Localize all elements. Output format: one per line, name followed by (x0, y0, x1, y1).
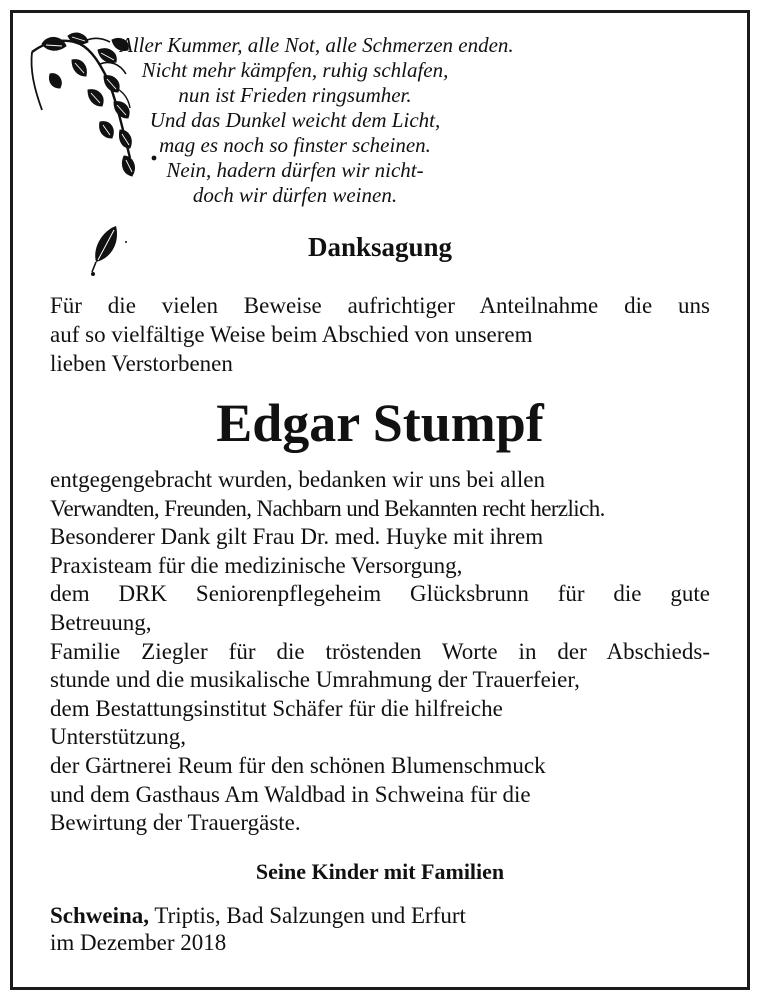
intro-line: lieben Verstorbenen (50, 351, 233, 376)
poem-block (120, 33, 514, 208)
signature: Seine Kinder mit Familien (255, 859, 505, 884)
body-line: Unterstützung, (50, 724, 187, 750)
town-bold: Schweina, (50, 903, 150, 928)
poem-line: Nicht mehr kämpfen, ruhig schlafen, (141, 58, 449, 82)
poem-line: Und das Dunkel weicht dem Licht, (149, 108, 441, 132)
thanks-paragraph (50, 466, 710, 838)
poem-line: mag es noch so finster scheinen. (159, 133, 431, 157)
intro-line: auf so vielfältige Weise beim Abschied von unserem (50, 322, 533, 347)
body-line: Besonderer Dank gilt Frau Dr. med. Huyke mit ihrem (50, 524, 544, 550)
towns-rest: Triptis, Bad Salzungen und Erfurt (149, 903, 466, 928)
deceased-name: Edgar Stumpf (216, 393, 544, 453)
notice-heading: Danksagung (307, 232, 453, 262)
poem-line: Aller Kummer, alle Not, alle Schmerzen enden. (120, 33, 514, 57)
body-line: Familie Ziegler für die tröstenden Worte in der Abschieds- (50, 638, 710, 664)
body-line: und dem Gasthaus Am Waldbad in Schweina für die (50, 781, 531, 807)
intro-paragraph (50, 291, 710, 378)
body-line: Betreuung, (50, 609, 152, 635)
body-line: dem DRK Seniorenpflegeheim Glücksbrunn für die gute (50, 581, 710, 607)
poem-line: doch wir dürfen weinen. (192, 183, 398, 207)
intro-line: Für die vielen Beweise aufrichtiger Anteilnahme die uns (50, 293, 710, 318)
body-line: der Gärtnerei Reum für den schönen Blumenschmuck (50, 752, 546, 778)
place-and-date (50, 902, 710, 956)
body-line: Bewirtung der Trauergäste. (50, 810, 301, 836)
poem-line: nun ist Frieden ringsumher. (178, 83, 412, 107)
place-line (50, 902, 710, 929)
body-line: dem Bestattungsinstitut Schäfer für die hilfreiche (50, 695, 503, 721)
body-line: stunde und die musikalische Umrahmung der Trauerfeier, (50, 667, 580, 693)
date-line: im Dezember 2018 (50, 930, 227, 955)
body-line: Verwandten, Freunden, Nachbarn und Bekannten recht herzlich. (50, 495, 605, 521)
poem-line: Nein, hadern dürfen wir nicht- (166, 158, 424, 182)
body-line: entgegengebracht wurden, bedanken wir uns bei allen (50, 467, 545, 492)
body-line: Praxisteam für die medizinische Versorgung, (50, 552, 463, 578)
